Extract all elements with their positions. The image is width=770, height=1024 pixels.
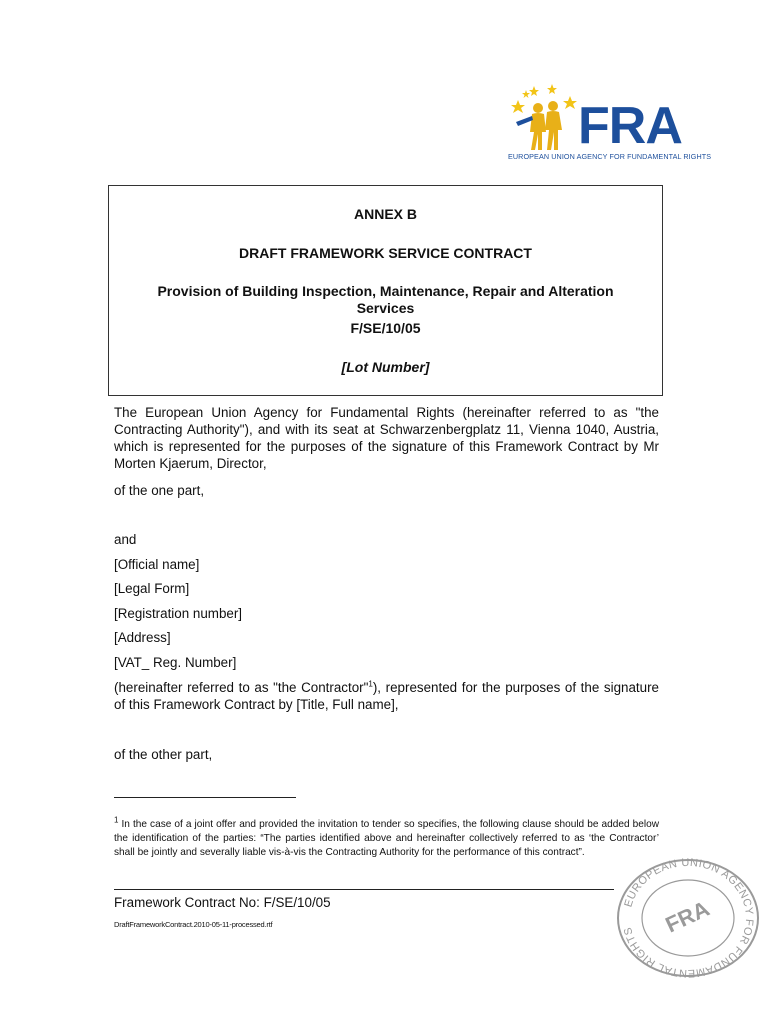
fra-logo — [508, 82, 712, 164]
lot-number: [Lot Number] — [341, 359, 430, 375]
and-text: and — [114, 532, 137, 547]
logo-star — [563, 96, 577, 109]
provision-title — [109, 283, 662, 317]
registration-number: [Registration number] — [114, 606, 243, 621]
other-part: of the other part, — [114, 747, 213, 762]
fra-emblem-icon — [508, 82, 588, 152]
contractor-paragraph — [114, 679, 659, 713]
title-box — [108, 185, 663, 396]
footnote — [114, 815, 659, 860]
logo-star — [522, 90, 530, 98]
intro-paragraph: The European Union Agency for Fundamental Rights (hereinafter referred to as "the Contracting Authority"), and with its seat at Schwarzenbergplatz 11, Vienna 1040, Austria, which is represented for the purposes of the signature of this Framework Contract by Mr Morten Kjaerum, Director, — [114, 405, 659, 471]
one-part: of the one part, — [114, 483, 205, 498]
agency-stamp-icon — [608, 852, 768, 978]
footer-divider — [114, 889, 614, 890]
address: [Address] — [114, 630, 171, 645]
stamp-ring-text: EUROPEAN UNION AGENCY FOR FUNDAMENTAL RIGHTS — [621, 856, 756, 978]
annex-title: ANNEX B — [353, 206, 417, 222]
vat-number: [VAT_ Reg. Number] — [114, 655, 237, 670]
footnote-divider — [114, 797, 296, 798]
contract-type: DRAFT FRAMEWORK SERVICE CONTRACT — [239, 245, 532, 261]
contract-reference: F/SE/10/05 — [350, 320, 421, 336]
footer-contract-number: Framework Contract No: F/SE/10/05 — [114, 895, 331, 910]
footnote-number: 1 — [114, 815, 119, 825]
footnote-text: In the case of a joint offer and provided the invitation to tender so specifies, the following clause should be added below the identification of the parties: “The parties identified above and hereinafter collectively referred to as ‘the Contractor’ shall be jointly and severally liable vis-à-vis the Contracting Authority for the performance of this contract”. — [114, 819, 659, 858]
logo-acronym: FRA — [578, 97, 682, 155]
official-name: [Official name] — [114, 557, 200, 572]
provision-line-2: Services — [356, 300, 415, 316]
contractor-text-start: (hereinafter referred to as "the Contractor" — [114, 680, 369, 695]
logo-star — [511, 100, 525, 113]
contractor-text-end: ), represented for the purposes of the signature of this Framework Contract by [Title, Full name], — [114, 680, 659, 712]
logo-agency-name: EUROPEAN UNION AGENCY FOR FUNDAMENTAL RIGHTS — [508, 152, 712, 161]
provision-line-1: Provision of Building Inspection, Maintenance, Repair and Alteration — [157, 283, 614, 299]
footnote-ref[interactable]: 1 — [368, 679, 373, 689]
stamp-center-text: FRA — [661, 895, 714, 938]
logo-star — [547, 84, 557, 94]
legal-form: [Legal Form] — [114, 581, 190, 596]
footer-filename: DraftFrameworkContract.2010-05-11-processed.rtf — [114, 920, 273, 929]
logo-star — [529, 86, 539, 96]
